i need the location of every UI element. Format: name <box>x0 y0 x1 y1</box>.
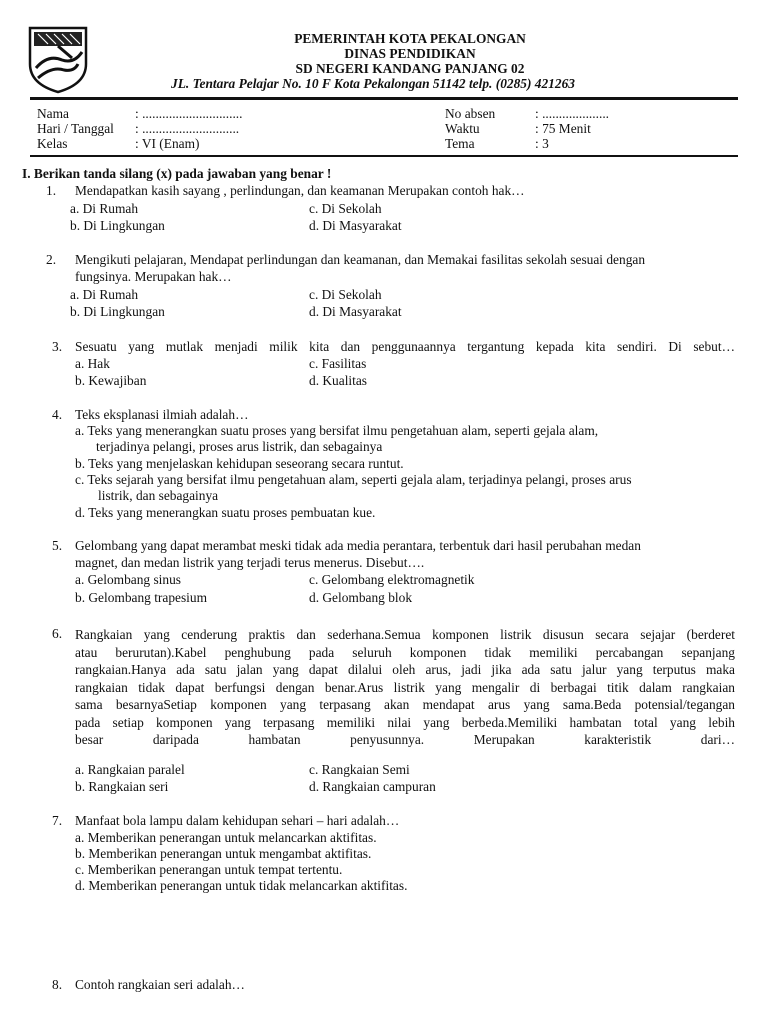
option-d[interactable]: d. Teks yang menerangkan suatu proses pembuatan kue. <box>75 505 376 520</box>
question-text-line: fungsinya. Merupakan hak… <box>75 268 232 284</box>
option-c[interactable]: c. Di Sekolah <box>309 201 382 216</box>
question-number: 7. <box>52 813 63 828</box>
option-c[interactable]: c. Di Sekolah <box>309 287 382 302</box>
option-d[interactable]: d. Rangkaian campuran <box>309 779 436 794</box>
class-value: : VI (Enam) <box>135 136 200 151</box>
option-a[interactable]: a. Di Rumah <box>70 287 139 302</box>
option-c-continued: listrik, dan sebagainya <box>98 488 219 503</box>
question-number: 5. <box>52 538 63 553</box>
question-number: 8. <box>52 977 63 992</box>
time-value: : 75 Menit <box>535 121 591 136</box>
absen-field[interactable]: : .................... <box>535 106 610 121</box>
option-a[interactable]: a. Hak <box>75 356 110 371</box>
option-d[interactable]: d. Di Masyarakat <box>309 304 402 319</box>
question-text <box>75 626 735 749</box>
option-b[interactable]: b. Rangkaian seri <box>75 779 169 794</box>
option-b[interactable]: b. Teks yang menjelaskan kehidupan seseorang secara runtut. <box>75 456 404 471</box>
section-title: I. Berikan tanda silang (x) pada jawaban yang benar ! <box>22 166 332 181</box>
theme-label: Tema <box>445 136 475 151</box>
theme-value: : 3 <box>535 136 549 151</box>
name-field[interactable]: : .............................. <box>135 106 243 121</box>
identity-row-1 <box>37 106 737 121</box>
question-text-line: rangkaian.Hanya ada satu jalan yang dapat dilalui oleh arus, jadi jika ada satu jalur yang terputus maka <box>75 662 735 677</box>
option-b[interactable]: b. Kewajiban <box>75 373 147 388</box>
class-label: Kelas <box>37 136 68 151</box>
question-text: Sesuatu yang mutlak menjadi milik kita dan penggunaannya tergantung kepada kita sendiri. Di sebut… <box>75 339 735 354</box>
option-c[interactable]: c. Fasilitas <box>309 356 367 371</box>
question-number: 1. <box>46 183 57 198</box>
question-text: Mendapatkan kasih sayang , perlindungan, dan keamanan Merupakan contoh hak… <box>75 183 525 198</box>
option-c[interactable]: c. Gelombang elektromagnetik <box>309 572 475 587</box>
option-d[interactable]: d. Memberikan penerangan untuk tidak melancarkan aktifitas. <box>75 878 408 893</box>
question-text-line: Gelombang yang dapat merambat meski tidak ada media perantara, terbentuk dari hasil perubahan medan <box>75 538 641 553</box>
header-department: DINAS PENDIDIKAN <box>344 46 476 61</box>
option-b[interactable]: b. Di Lingkungan <box>70 218 165 233</box>
option-a[interactable]: a. Gelombang sinus <box>75 572 181 587</box>
option-d[interactable]: d. Kualitas <box>309 373 368 388</box>
option-b[interactable]: b. Di Lingkungan <box>70 304 165 319</box>
option-a[interactable]: a. Memberikan penerangan untuk melancarkan aktifitas. <box>75 830 377 845</box>
date-label: Hari / Tanggal <box>37 121 114 136</box>
question-number: 3. <box>52 339 63 354</box>
question-text <box>75 538 743 571</box>
question-text <box>75 252 743 285</box>
option-b[interactable]: b. Memberikan penerangan untuk mengambat aktifitas. <box>75 846 372 861</box>
school-logo-icon <box>28 24 88 94</box>
option-a[interactable]: a. Teks yang menerangkan suatu proses yang bersifat ilmu pengetahuan alam, seperti gejala alam, <box>75 423 599 438</box>
question-text: Contoh rangkaian seri adalah… <box>75 977 245 992</box>
header-school-name: SD NEGERI KANDANG PANJANG 02 <box>295 61 525 76</box>
question-text-line: atau berurutan).Kabel penghubung pada seluruh komponen tidak memiliki percabangan sepanjang <box>75 644 735 660</box>
identity-divider <box>30 155 738 157</box>
option-d[interactable]: d. Gelombang blok <box>309 590 413 605</box>
identity-row-2 <box>37 121 737 136</box>
question-text: Manfaat bola lampu dalam kehidupan sehari – hari adalah… <box>75 813 400 828</box>
header-divider <box>30 97 738 100</box>
identity-row-3 <box>37 136 737 151</box>
question-text-line: pada setiap komponen yang terpasang memiliki nilai yang berbeda.Memiliki hambatan total yang lebih <box>75 714 735 730</box>
option-a[interactable]: a. Di Rumah <box>70 201 139 216</box>
option-c[interactable]: c. Rangkaian Semi <box>309 762 410 777</box>
option-d[interactable]: d. Di Masyarakat <box>309 218 402 233</box>
header-government: PEMERINTAH KOTA PEKALONGAN <box>294 31 526 46</box>
question-text-line: magnet, dan medan listrik yang terjadi terus menerus. Disebut…. <box>75 554 425 570</box>
date-field[interactable]: : ............................. <box>135 121 240 136</box>
option-a[interactable]: a. Rangkaian paralel <box>75 762 185 777</box>
option-b[interactable]: b. Gelombang trapesium <box>75 590 208 605</box>
time-label: Waktu <box>445 121 480 136</box>
question-text: Teks eksplanasi ilmiah adalah… <box>75 407 249 422</box>
question-number: 6. <box>52 626 63 641</box>
question-text-line: besar daripada hambatan penyusunnya. Merupakan karakteristik dari… <box>75 732 735 747</box>
name-label: Nama <box>37 106 69 121</box>
question-text-line: Mengikuti pelajaran, Mendapat perlindungan dan keamanan, dan Memakai fasilitas sekolah sesuai dengan <box>75 252 646 267</box>
option-a-continued: terjadinya pelangi, proses arus listrik, dan sebagainya <box>96 439 383 454</box>
question-text-line: sama besarnyaSetiap komponen yang terpasang akan mendapat arus yang sama.Beda potensial/tegangan <box>75 697 735 712</box>
question-text-line: Rangkaian yang cenderung praktis dan sederhana.Semua komponen listrik disusun secara sejajar (berderet <box>75 627 735 642</box>
question-text-line: rangkaian tidak dapat berfungsi dengan benar.Arus listrik yang mengalir di berbagai titik dalam rangkaian <box>75 679 735 695</box>
question-number: 4. <box>52 407 63 422</box>
absen-label: No absen <box>445 106 496 121</box>
question-number: 2. <box>46 252 57 267</box>
option-c[interactable]: c. Teks sejarah yang bersifat ilmu pengetahuan alam, seperti gejala alam, terjadinya pelangi, proses arus <box>75 472 632 487</box>
header-address: JL. Tentara Pelajar No. 10 F Kota Pekalongan 51142 telp. (0285) 421263 <box>171 76 575 91</box>
option-c[interactable]: c. Memberikan penerangan untuk tempat tertentu. <box>75 862 343 877</box>
